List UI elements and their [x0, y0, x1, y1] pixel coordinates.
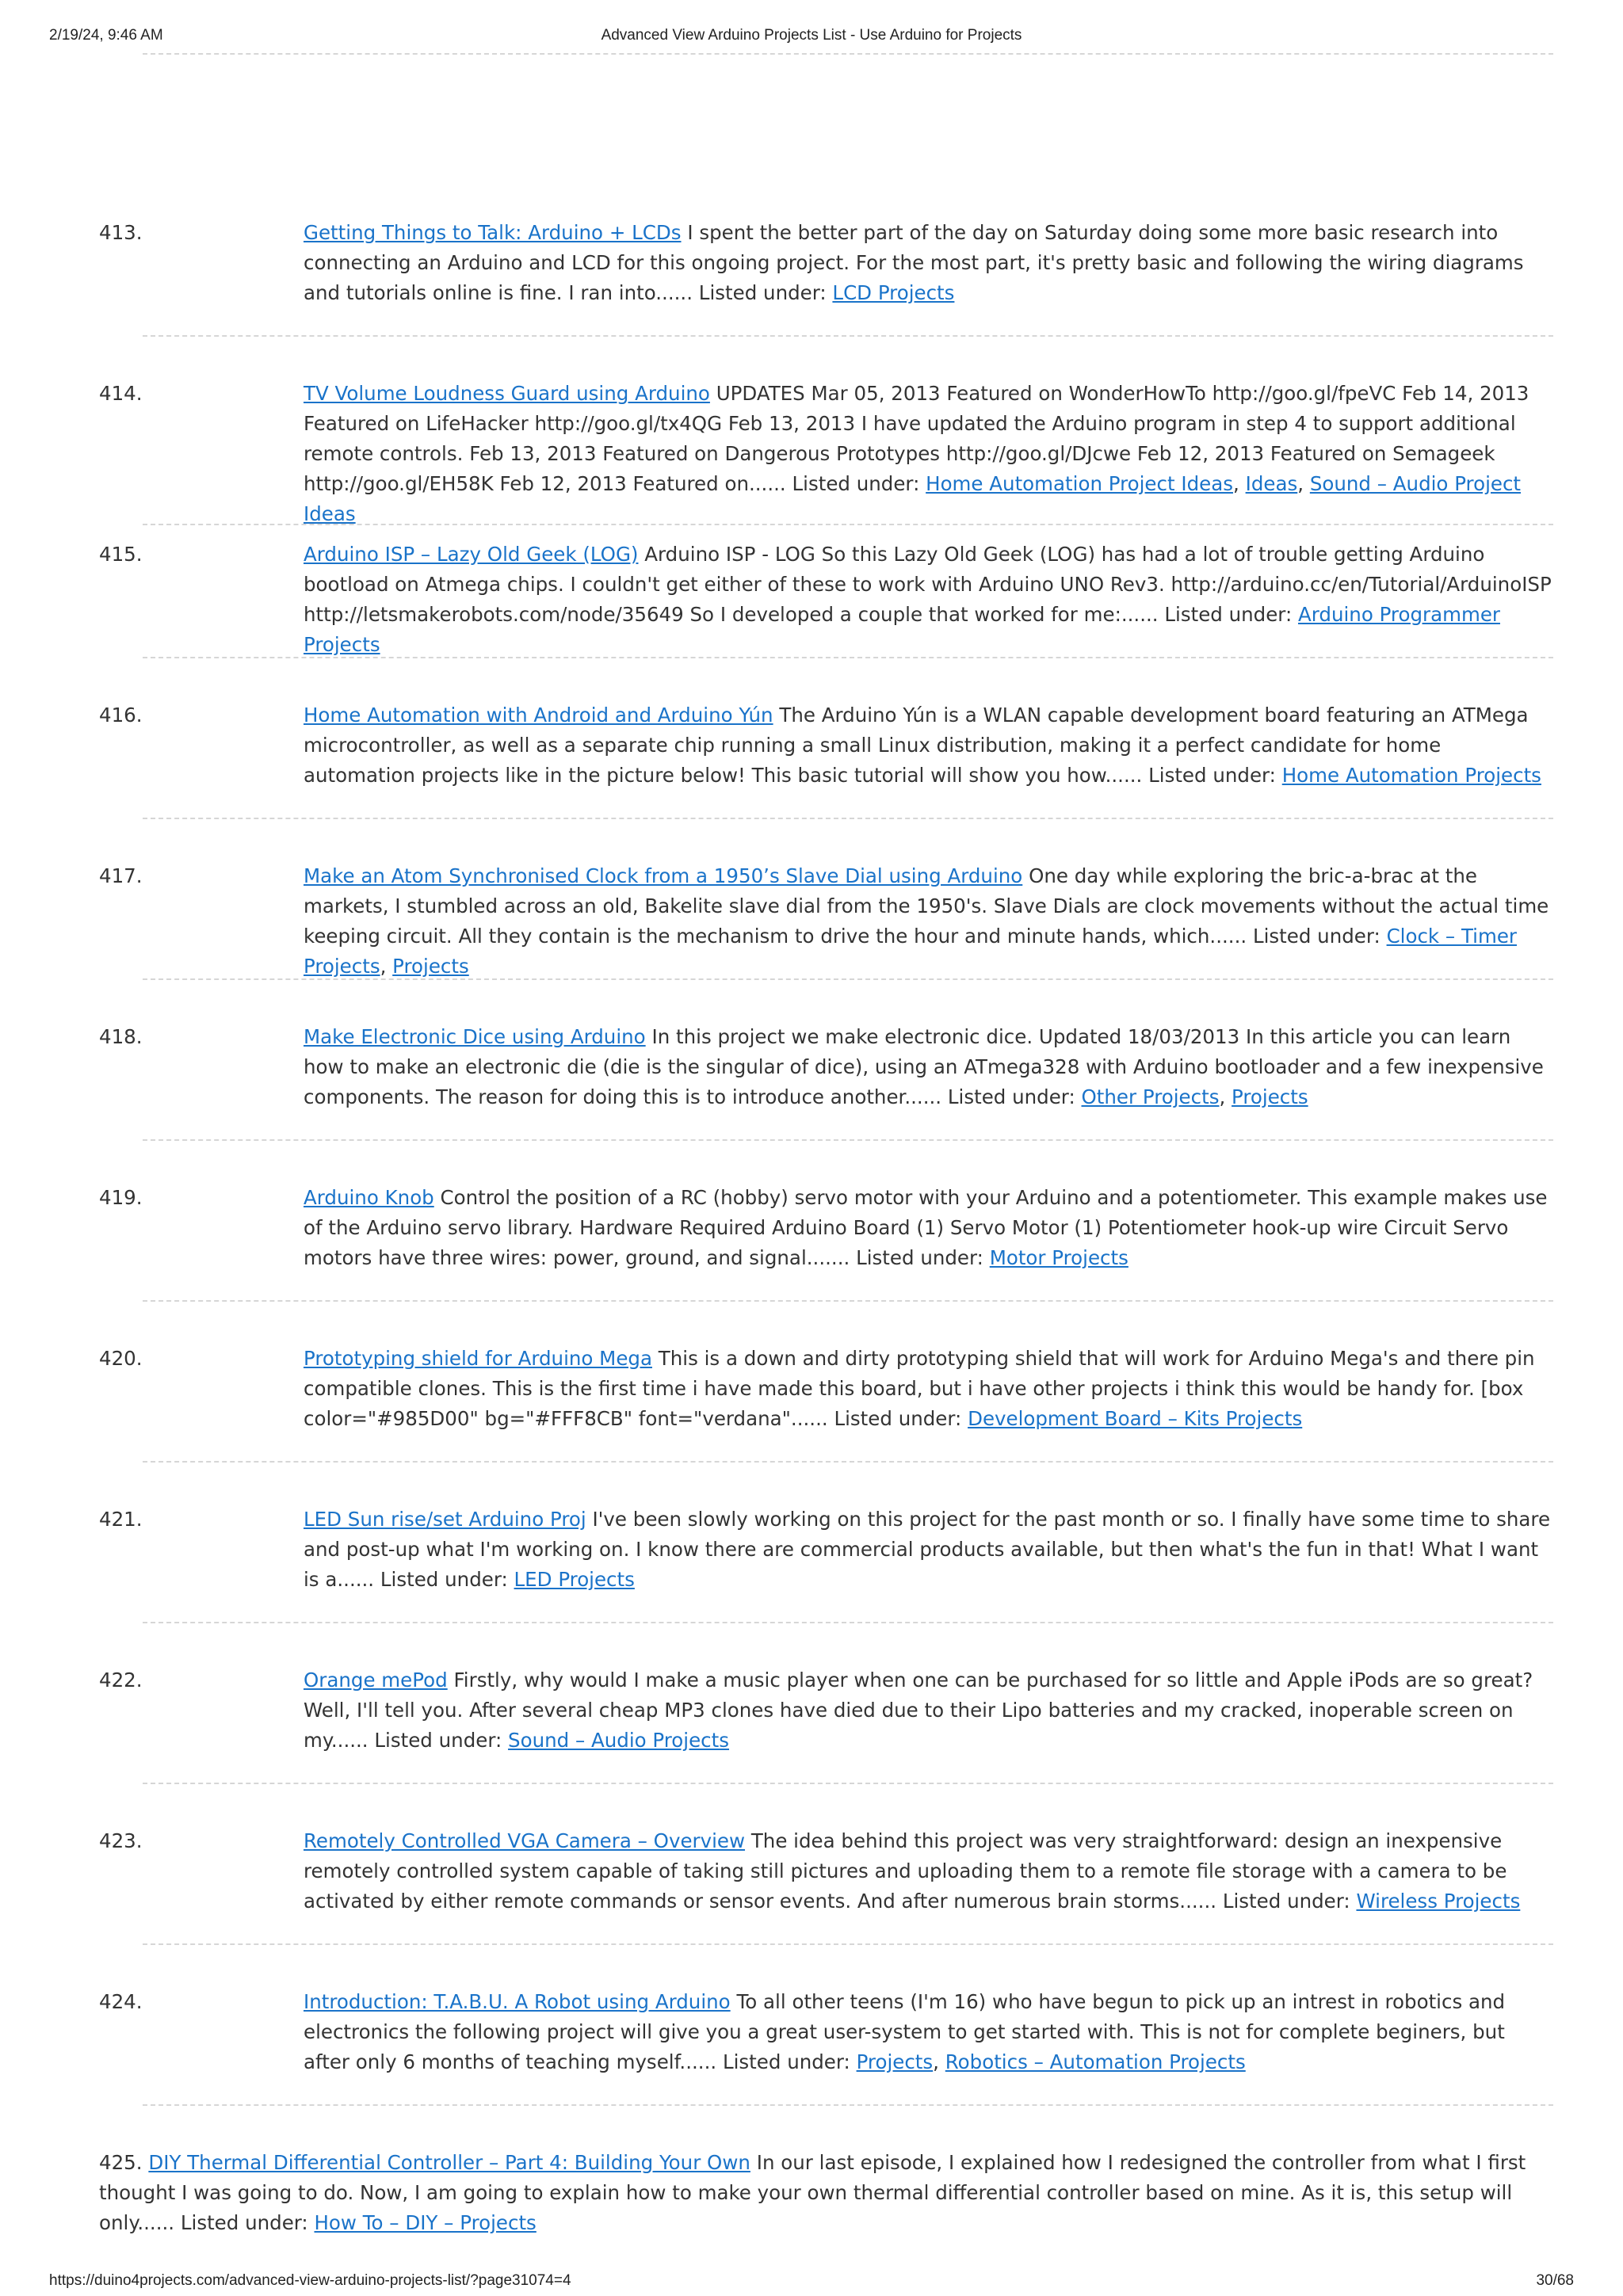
- listed-under-label: Listed under:: [180, 2211, 308, 2234]
- category-link[interactable]: Home Automation Project Ideas: [926, 472, 1234, 495]
- item-divider: [143, 1461, 1553, 1463]
- project-description: UPDATES Mar 05, 2013 Featured on WonderHowTo http://goo.gl/fpeVC Feb 14, 2013 Featured on LifeHacker http://goo.gl/tx4QG Feb 13, 2013 I have updated the Arduino program in step 4 to support additional remote controls. Feb 13, 2013 Featured on Dangerous Prototypes http://goo.gl/DJcwe Feb 12, 2013 Featured on Semageek http://goo.gl/EH58K Feb 12, 2013 Featured on......: [304, 382, 1529, 495]
- item-body: [304, 1505, 1556, 1595]
- category-link[interactable]: Motor Projects: [989, 1246, 1128, 1269]
- item-body: [304, 1183, 1556, 1273]
- category-link[interactable]: Home Automation Projects: [1281, 764, 1541, 787]
- category-link[interactable]: LED Projects: [514, 1568, 635, 1591]
- category-links: [968, 1407, 1302, 1430]
- project-title-link[interactable]: LED Sun rise/set Arduino Proj: [304, 1508, 586, 1531]
- listed-under-label: Listed under:: [834, 1407, 962, 1430]
- item-number: 416.: [99, 704, 143, 727]
- item-divider: [143, 1139, 1553, 1141]
- item-number: 422.: [99, 1669, 143, 1691]
- print-footer: [49, 2272, 1574, 2291]
- item-body: [304, 700, 1556, 791]
- category-link[interactable]: Projects: [856, 2050, 934, 2073]
- item-body: [304, 540, 1556, 660]
- listed-under-label: Listed under:: [1164, 603, 1293, 626]
- item-divider: [143, 1783, 1553, 1784]
- item-number: 419.: [99, 1186, 143, 1209]
- item-body: [304, 1987, 1556, 2077]
- listed-under-label: Listed under:: [1252, 925, 1381, 948]
- category-link[interactable]: Sound – Audio Project Ideas: [304, 472, 1522, 525]
- project-description: The idea behind this project was very straightforward: design an inexpensive remotely controlled system capable of taking still pictures and uploading them to a remote file storage with a camera to be activated by either remote commands or sensor events. And after numerous brain storms......: [304, 1829, 1507, 1913]
- print-page-title: Advanced View Arduino Projects List - Use Arduino for Projects: [601, 27, 1022, 44]
- item-body: [304, 379, 1556, 529]
- item-number: 420.: [99, 1347, 143, 1370]
- item-body: [304, 1022, 1556, 1112]
- category-link[interactable]: Development Board – Kits Projects: [968, 1407, 1303, 1430]
- item-number: 421.: [99, 1508, 143, 1531]
- item-number: 418.: [99, 1025, 143, 1048]
- project-title-link[interactable]: TV Volume Loudness Guard using Arduino: [304, 382, 710, 405]
- item-divider: [143, 1622, 1553, 1623]
- category-links: Home Automation Project Ideas, Ideas, Sound – Audio Project Ideas: [304, 472, 1522, 525]
- category-links: [832, 281, 954, 304]
- project-title-link[interactable]: Introduction: T.A.B.U. A Robot using Arduino: [304, 1990, 731, 2013]
- item-divider: [143, 657, 1553, 658]
- print-url: https://duino4projects.com/advanced-view-arduino-projects-list/?page31074=4: [49, 2272, 571, 2289]
- item-body: [304, 861, 1556, 982]
- category-link[interactable]: How To – DIY – Projects: [314, 2211, 537, 2234]
- category-link[interactable]: Robotics – Automation Projects: [945, 2050, 1246, 2073]
- project-description: To all other teens (I'm 16) who have begun to pick up an intrest in robotics and electronics the following project will give you a great user-system to get started with. This is not for complete beginers, but after only 6 months of teaching myself......: [304, 1990, 1506, 2073]
- item-number: 413.: [99, 221, 143, 244]
- category-link[interactable]: Projects: [392, 955, 469, 978]
- project-title-link[interactable]: Make Electronic Dice using Arduino: [304, 1025, 646, 1048]
- category-link[interactable]: Projects: [1232, 1085, 1308, 1108]
- project-title-link[interactable]: Getting Things to Talk: Arduino + LCDs: [304, 221, 682, 244]
- project-description: The Arduino Yún is a WLAN capable development board featuring an ATMega microcontroller, as well as a separate chip running a small Linux distribution, making it a perfect candidate for home automation projects like in the picture below! This basic tutorial will show you how......: [304, 704, 1529, 787]
- item-number: 423.: [99, 1829, 143, 1852]
- category-links: [514, 1568, 635, 1591]
- listed-under-label: Listed under:: [380, 1568, 508, 1591]
- item-divider: [143, 2104, 1553, 2106]
- project-title-link[interactable]: Arduino ISP – Lazy Old Geek (LOG): [304, 543, 639, 566]
- category-links: [990, 1246, 1128, 1269]
- item-divider: [143, 524, 1553, 525]
- project-description: I've been slowly working on this project for the past month or so. I finally have some time to share and post-up what I'm working on. I know there are commercial products available, but then what's the fun in that! What I want is a......: [304, 1508, 1551, 1591]
- project-description: Firstly, why would I make a music player when one can be purchased for so little and Apple iPods are so great? Well, I'll tell you. After several cheap MP3 clones have died due to their Lipo batteries and my cracked, inoperable screen on my......: [304, 1669, 1533, 1752]
- item-divider: [143, 335, 1553, 337]
- item-divider: [143, 1943, 1553, 1945]
- listed-under-label: Listed under:: [698, 281, 827, 304]
- listed-under-label: Listed under:: [374, 1729, 502, 1752]
- item-body: [304, 1344, 1556, 1434]
- item-number: 415.: [99, 543, 143, 566]
- project-title-link[interactable]: Remotely Controlled VGA Camera – Overview: [304, 1829, 746, 1852]
- category-links: [1282, 764, 1541, 787]
- item-number: 417.: [99, 864, 143, 887]
- item-number: 414.: [99, 382, 143, 405]
- category-links: [508, 1729, 729, 1752]
- category-link[interactable]: Wireless Projects: [1356, 1890, 1521, 1913]
- category-links: [1356, 1890, 1520, 1913]
- listed-under-label: Listed under:: [792, 472, 920, 495]
- category-link[interactable]: Ideas: [1245, 472, 1298, 495]
- category-links: Other Projects, Projects: [1081, 1085, 1308, 1108]
- project-title-link[interactable]: Prototyping shield for Arduino Mega: [304, 1347, 652, 1370]
- category-link[interactable]: Arduino Programmer Projects: [304, 603, 1500, 656]
- listed-under-label: Listed under:: [1148, 764, 1276, 787]
- category-link[interactable]: LCD Projects: [832, 281, 955, 304]
- project-description: In our last episode, I explained how I redesigned the controller from what I first thought I was going to do. Now, I am going to explain how to make your own thermal differential controller based on mine. As it is, this setup will only......: [99, 2151, 1526, 2234]
- project-description: Arduino ISP - LOG So this Lazy Old Geek (LOG) has had a lot of trouble getting Arduino bootload on Atmega chips. I couldn't get either of these to work with Arduino UNO Rev3. http://arduino.cc/en/Tutorial/ArduinoISP http://letsmakerobots.com/node/35649 So I developed a couple that worked for me:......: [304, 543, 1552, 626]
- category-link[interactable]: Other Projects: [1081, 1085, 1220, 1108]
- category-link[interactable]: Clock – Timer Projects: [304, 925, 1517, 978]
- project-description: This is a down and dirty prototyping shield that will work for Arduino Mega's and there pin compatible clones. This is the first time i have made this board, but i have other projects i think this would be handy for. [box color="#985D00" bg="#FFF8CB" font="verdana"......: [304, 1347, 1535, 1430]
- top-divider: [143, 53, 1553, 55]
- item-body: [304, 218, 1556, 308]
- category-link[interactable]: Sound – Audio Projects: [508, 1729, 730, 1752]
- item-body: [304, 1665, 1556, 1756]
- listed-under-label: Listed under:: [722, 2050, 850, 2073]
- category-links: Clock – Timer Projects, Projects: [304, 925, 1517, 978]
- item-body: [304, 1826, 1556, 1917]
- project-title-link[interactable]: Make an Atom Synchronised Clock from a 1950’s Slave Dial using Arduino: [304, 864, 1023, 887]
- print-datetime: 2/19/24, 9:46 AM: [49, 27, 163, 44]
- print-header: [49, 27, 1574, 46]
- item-body: [99, 2148, 1556, 2238]
- project-title-link[interactable]: DIY Thermal Differential Controller – Part 4: Building Your Own: [148, 2151, 750, 2174]
- print-page-number: 30/68: [1536, 2272, 1574, 2289]
- item-number: 425.: [99, 2151, 143, 2174]
- project-description: In this project we make electronic dice. Updated 18/03/2013 In this article you can learn how to make an electronic die (die is the singular of dice), using an ATmega328 with Arduino bootloader and a few inexpensive components. The reason for doing this is to introduce another......: [304, 1025, 1544, 1108]
- category-links: [314, 2211, 536, 2234]
- item-divider: [143, 1300, 1553, 1302]
- project-title-link[interactable]: Orange mePod: [304, 1669, 448, 1691]
- item-divider: [143, 818, 1553, 819]
- item-number: 424.: [99, 1990, 143, 2013]
- category-links: Projects, Robotics – Automation Projects: [856, 2050, 1246, 2073]
- project-description: I spent the better part of the day on Saturday doing some more basic research into connecting an Arduino and LCD for this ongoing project. For the most part, it's pretty basic and following the wiring diagrams and tutorials online is fine. I ran into......: [304, 221, 1524, 304]
- listed-under-label: Listed under:: [856, 1246, 983, 1269]
- listed-under-label: Listed under:: [1222, 1890, 1350, 1913]
- listed-under-label: Listed under:: [947, 1085, 1075, 1108]
- project-title-link[interactable]: Arduino Knob: [304, 1186, 434, 1209]
- project-description: Control the position of a RC (hobby) servo motor with your Arduino and a potentiometer. This example makes use of the Arduino servo library. Hardware Required Arduino Board (1) Servo Motor (1) Potentiometer hook-up wire Circuit Servo motors have three wires: power, ground, and signal.......: [304, 1186, 1548, 1269]
- project-title-link[interactable]: Home Automation with Android and Arduino Yún: [304, 704, 773, 727]
- item-divider: [143, 978, 1553, 980]
- project-description: One day while exploring the bric-a-brac at the markets, I stumbled across an old, Bakelite slave dial from the 1950's. Slave Dials are clock movements without the actual time keeping circuit. All they contain is the mechanism to drive the hour and minute hands, which......: [304, 864, 1549, 948]
